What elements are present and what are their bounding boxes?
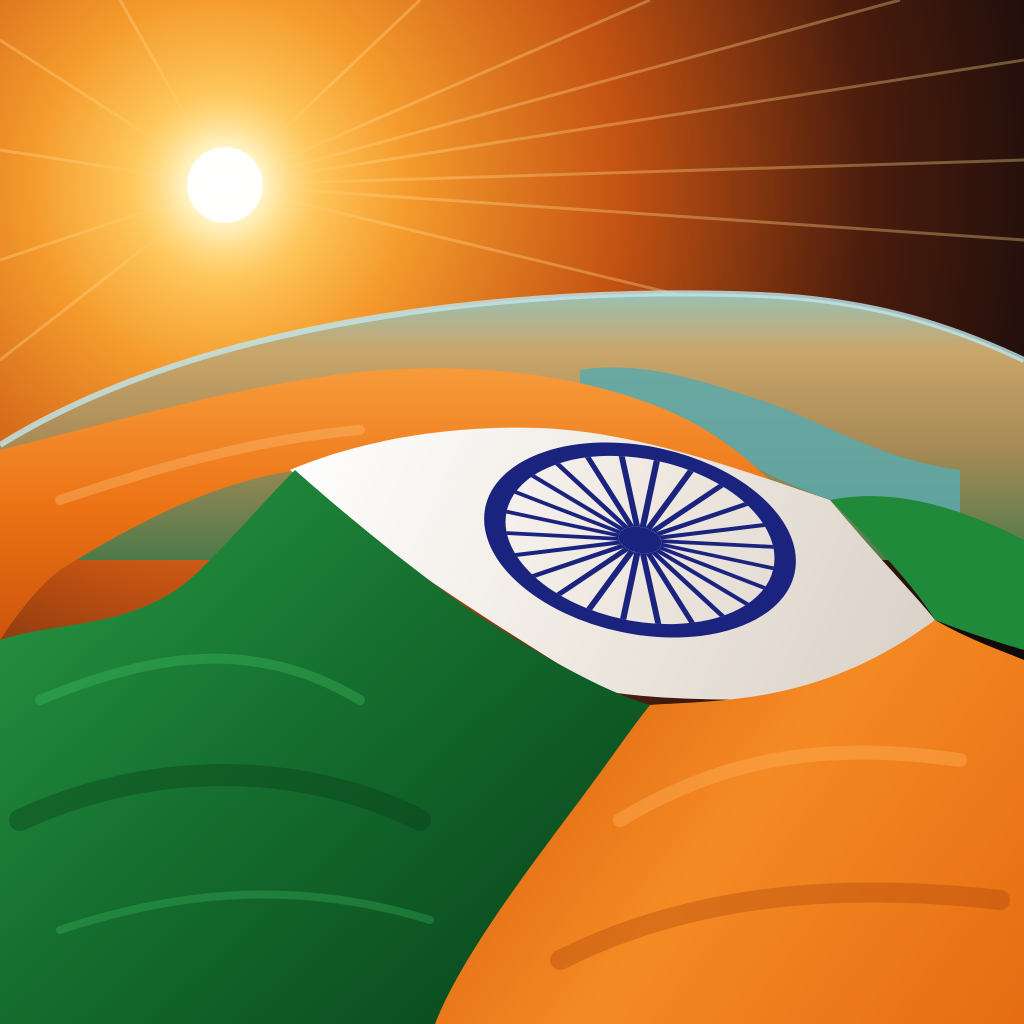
bing-logo-icon xyxy=(8,994,30,1016)
sun-core xyxy=(187,147,263,223)
